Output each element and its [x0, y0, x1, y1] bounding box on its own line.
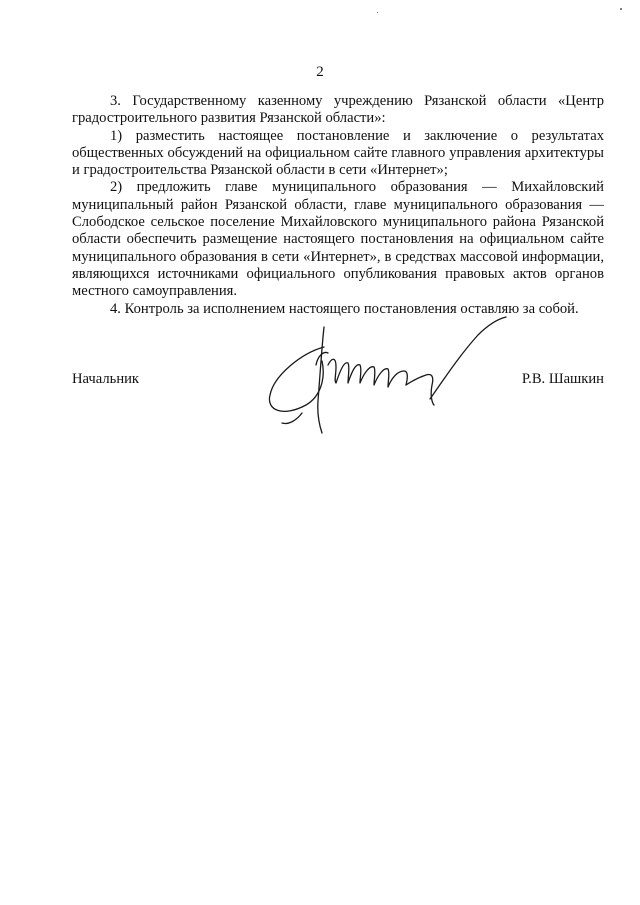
- signer-name: Р.В. Шашкин: [521, 371, 604, 387]
- page-number: 2: [316, 64, 324, 80]
- paragraph-subitem-1: 1) разместить настоящее постановление и заключение о результатах общественных обсуждений на официальном сайте главного управления архитектуры и градостроительства Рязанской области в сети «Интернет»;: [72, 127, 604, 179]
- scan-artifact: [620, 8, 622, 10]
- paragraph-item-3: 3. Государственному казенному учреждению Рязанской области «Центр градостроительного развития Рязанской области»:: [72, 93, 604, 127]
- scan-artifact: [377, 12, 378, 13]
- document-body: [72, 93, 604, 318]
- paragraph-item-4: 4. Контроль за исполнением настоящего постановления оставляю за собой.: [110, 300, 579, 317]
- signer-position: Начальник: [72, 371, 140, 387]
- paragraph-subitem-2: 2) предложить главе муниципального образования — Михайловский муниципальный район Рязанской области, главе муниципального образования — Слободское сельское поселение Михайловского муниципального района Рязанской области обеспечить размещение настоящего постановления на официальном сайте муниципального образования в сети «Интернет», в средствах массовой информации, являющихся источниками официального опубликования правовых актов органов местного самоуправления.: [72, 179, 604, 300]
- handwritten-signature: [262, 305, 512, 435]
